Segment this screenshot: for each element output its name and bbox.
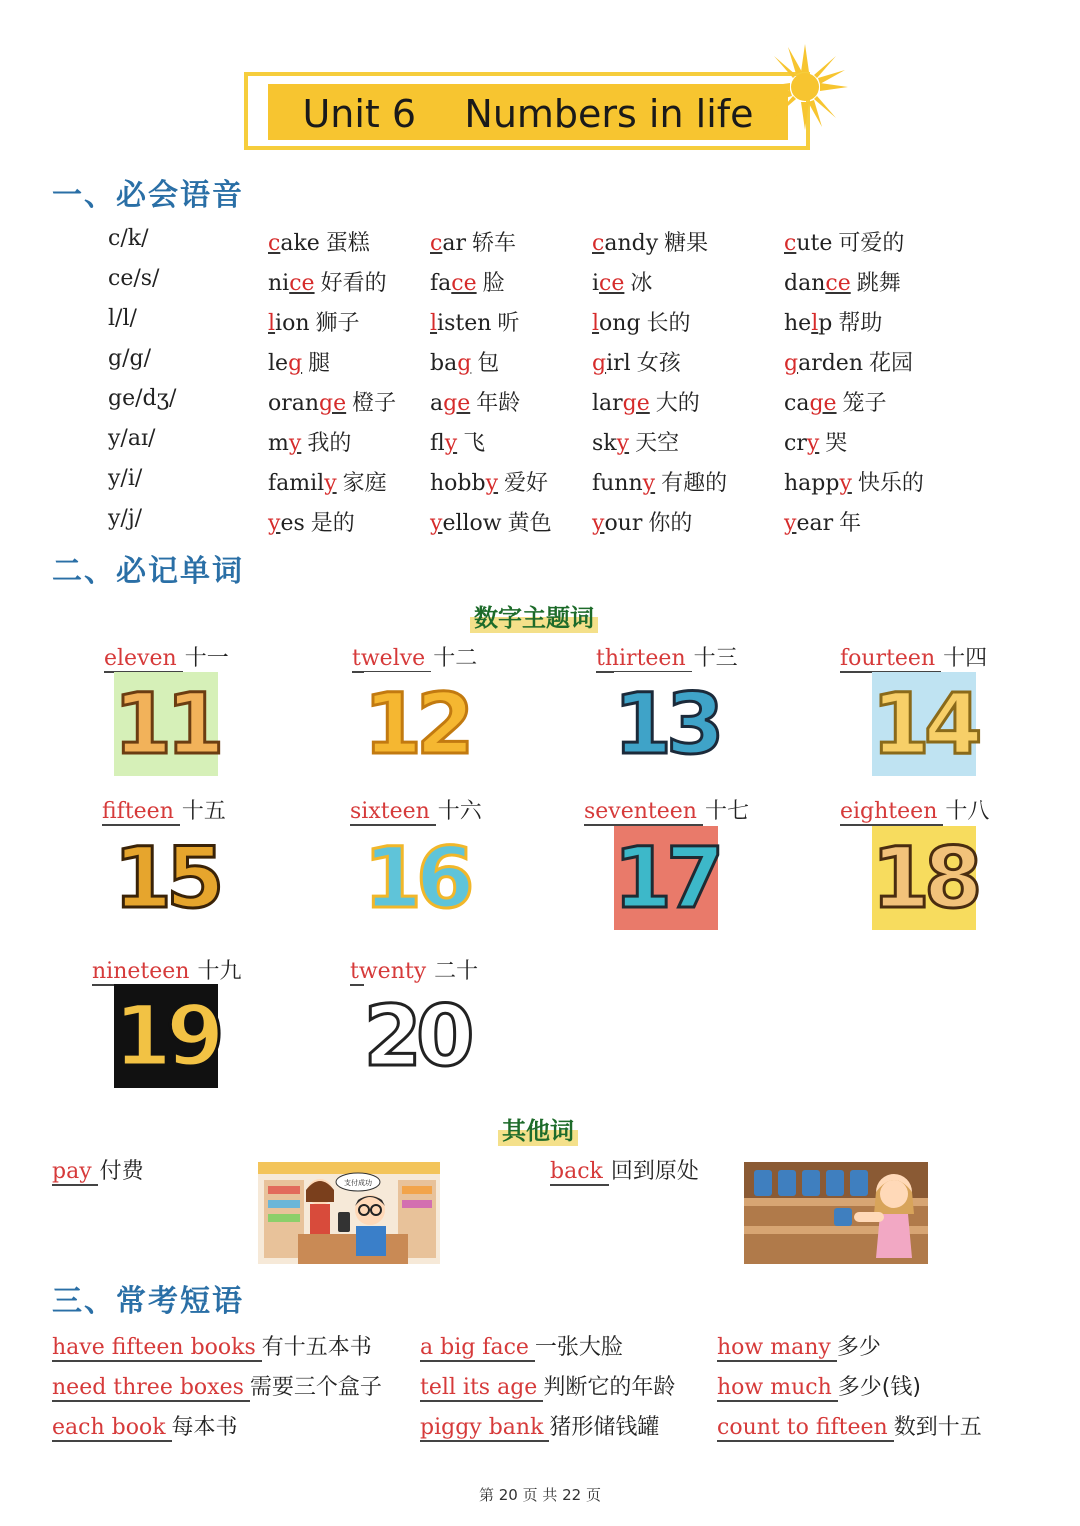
word-meaning: 花园 xyxy=(869,351,914,376)
phonics-sound: c/k/ xyxy=(108,226,149,251)
phonics-row xyxy=(0,226,1080,266)
number-image-17 xyxy=(614,826,718,930)
other-words-heading: 其他词 xyxy=(498,1111,578,1146)
phrase-chinese: 猪形储钱罐 xyxy=(549,1415,660,1440)
phrase-chinese: 多少(钱) xyxy=(837,1375,921,1400)
phonics-word xyxy=(592,386,700,417)
highlighted-letters: l xyxy=(268,311,276,336)
word-part: lar xyxy=(592,391,623,416)
word-part: ca xyxy=(784,391,810,416)
phonics-word xyxy=(430,346,499,377)
number-word: thirteen xyxy=(596,646,692,673)
phrase-item xyxy=(52,1330,372,1361)
phonics-word xyxy=(784,266,901,297)
phonics-word xyxy=(784,306,882,337)
word-part: ar xyxy=(442,231,466,256)
phrase-chinese: 需要三个盒子 xyxy=(249,1375,382,1400)
number-image-19 xyxy=(114,984,218,1088)
word-meaning: 哭 xyxy=(825,431,848,456)
word-meaning: 有趣的 xyxy=(661,471,728,496)
phonics-word xyxy=(592,306,691,337)
highlighted-letters: g xyxy=(288,351,303,376)
number-word: twenty xyxy=(350,959,432,986)
word-part: a xyxy=(430,391,444,416)
number-image-16 xyxy=(364,826,468,930)
phonics-word xyxy=(268,266,387,297)
word-part: i xyxy=(592,271,600,296)
word-meaning: 帮助 xyxy=(838,311,883,336)
phonics-word xyxy=(430,386,520,417)
phrase-chinese: 一张大脸 xyxy=(534,1335,623,1360)
word-part: our xyxy=(604,511,643,536)
number-meaning: 十一 xyxy=(184,646,229,671)
phonics-word xyxy=(268,346,330,377)
phrase-chinese: 每本书 xyxy=(171,1415,238,1440)
word-meaning: 跳舞 xyxy=(856,271,901,296)
highlighted-letters: y xyxy=(288,431,302,456)
phonics-word xyxy=(268,386,396,417)
word-part: irl xyxy=(606,351,631,376)
word-part: ute xyxy=(796,231,833,256)
word-meaning: 包 xyxy=(477,351,500,376)
number-meaning: 十七 xyxy=(704,799,749,824)
phonics-word xyxy=(430,266,505,297)
phrase-item xyxy=(420,1410,659,1441)
phonics-word xyxy=(784,226,904,257)
pay-illustration xyxy=(258,1162,440,1264)
phrase-english: a big face xyxy=(420,1335,535,1362)
phonics-word xyxy=(430,506,552,537)
word-meaning: 快乐的 xyxy=(857,471,924,496)
phonics-row xyxy=(0,506,1080,546)
phonics-word xyxy=(268,466,387,497)
phonics-sound: ge/dʒ/ xyxy=(108,386,177,411)
highlighted-letters: g xyxy=(592,351,607,376)
phrase-item xyxy=(717,1370,921,1401)
highlighted-letters: y xyxy=(430,511,443,536)
word-meaning: 蛋糕 xyxy=(325,231,370,256)
number-digits: 16 xyxy=(363,829,469,927)
phrase-english: count to fifteen xyxy=(717,1415,894,1442)
word-part: dan xyxy=(784,271,826,296)
number-digits: 18 xyxy=(871,829,977,927)
highlighted-letters: y xyxy=(839,471,852,496)
number-digits: 20 xyxy=(363,987,469,1085)
word-part: ion xyxy=(275,311,310,336)
phonics-word xyxy=(592,346,681,377)
word-meaning: 大的 xyxy=(655,391,700,416)
number-word: twelve xyxy=(352,646,431,673)
number-image-14 xyxy=(872,672,976,776)
number-words-heading: 数字主题词 xyxy=(470,598,598,633)
highlighted-letters: l xyxy=(811,311,819,336)
phrase-chinese: 判断它的年龄 xyxy=(543,1375,676,1400)
word-part: he xyxy=(784,311,812,336)
number-meaning: 十八 xyxy=(945,799,990,824)
number-digits: 19 xyxy=(113,987,219,1085)
other-word-en: back xyxy=(550,1159,609,1186)
word-part: funn xyxy=(592,471,643,496)
phonics-sound: g/g/ xyxy=(108,346,151,371)
word-meaning: 脸 xyxy=(482,271,505,296)
phonics-word xyxy=(268,226,370,257)
number-meaning: 二十 xyxy=(434,959,479,984)
phrase-english: need three boxes xyxy=(52,1375,250,1402)
number-word: eleven xyxy=(104,646,183,673)
number-image-18 xyxy=(872,826,976,930)
word-part: ellow xyxy=(442,511,502,536)
phonics-word xyxy=(592,506,692,537)
highlighted-letters: c xyxy=(430,231,443,256)
word-part: isten xyxy=(437,311,492,336)
highlighted-letters: y xyxy=(592,511,605,536)
number-label-sixteen xyxy=(350,794,482,825)
other-word-back xyxy=(550,1154,699,1185)
phrase-item xyxy=(717,1330,881,1361)
phonics-word xyxy=(268,306,360,337)
number-digits: 13 xyxy=(613,675,719,773)
phonics-word xyxy=(430,426,485,457)
phonics-word xyxy=(784,386,887,417)
phonics-row xyxy=(0,266,1080,306)
word-part: es xyxy=(280,511,305,536)
highlighted-letters: ge xyxy=(622,391,650,416)
number-meaning: 十二 xyxy=(433,646,478,671)
highlighted-letters: y xyxy=(616,431,630,456)
number-label-thirteen xyxy=(596,641,738,672)
phrase-item xyxy=(420,1370,675,1401)
number-digits: 11 xyxy=(113,675,219,773)
phrase-english: how many xyxy=(717,1335,837,1362)
highlighted-letters: ge xyxy=(319,391,347,416)
phonics-word xyxy=(592,226,708,257)
phrase-item xyxy=(717,1410,982,1441)
word-meaning: 好看的 xyxy=(320,271,387,296)
phrase-item xyxy=(52,1410,238,1441)
number-label-seventeen xyxy=(584,794,749,825)
phrase-english: tell its age xyxy=(420,1375,543,1402)
highlighted-letters: ce xyxy=(451,271,477,296)
page-footer: 第 20 页 共 22 页 xyxy=(478,1486,601,1504)
word-meaning: 可爱的 xyxy=(838,231,905,256)
highlighted-letters: g xyxy=(457,351,472,376)
number-label-fifteen xyxy=(102,794,226,825)
word-part: famil xyxy=(268,471,325,496)
phonics-sound: l/l/ xyxy=(108,306,137,331)
number-digits: 14 xyxy=(871,675,977,773)
phonics-word xyxy=(430,306,519,337)
number-digits: 12 xyxy=(363,675,469,773)
phrase-chinese: 有十五本书 xyxy=(261,1335,372,1360)
other-word-pay xyxy=(52,1154,144,1185)
number-image-15 xyxy=(114,826,218,930)
word-part: fl xyxy=(430,431,445,456)
word-meaning: 黄色 xyxy=(507,511,552,536)
phonics-word xyxy=(592,426,679,457)
number-meaning: 十三 xyxy=(693,646,738,671)
number-image-12 xyxy=(364,672,468,776)
word-part: arden xyxy=(798,351,863,376)
phonics-word xyxy=(268,506,355,537)
phonics-sound: y/i/ xyxy=(108,466,143,491)
word-part: le xyxy=(268,351,289,376)
number-image-13 xyxy=(614,672,718,776)
word-meaning: 糖果 xyxy=(664,231,709,256)
phrase-english: have fifteen books xyxy=(52,1335,262,1362)
word-meaning: 天空 xyxy=(635,431,680,456)
word-part: cr xyxy=(784,431,807,456)
other-word-en: pay xyxy=(52,1159,98,1186)
word-part: andy xyxy=(604,231,659,256)
number-meaning: 十六 xyxy=(437,799,482,824)
highlighted-letters: l xyxy=(592,311,600,336)
number-word: fourteen xyxy=(840,646,941,673)
word-part: ear xyxy=(796,511,834,536)
highlighted-letters: c xyxy=(592,231,605,256)
highlighted-letters: ce xyxy=(289,271,315,296)
phrase-item xyxy=(52,1370,382,1401)
phonics-sound: y/j/ xyxy=(108,506,143,531)
number-label-eighteen xyxy=(840,794,989,825)
word-part: ong xyxy=(599,311,641,336)
word-meaning: 轿车 xyxy=(471,231,516,256)
word-meaning: 笼子 xyxy=(842,391,887,416)
phonics-row xyxy=(0,346,1080,386)
section-heading-phonics: 一、必会语音 xyxy=(52,178,244,213)
phonics-row xyxy=(0,466,1080,506)
word-meaning: 腿 xyxy=(308,351,331,376)
number-word: seventeen xyxy=(584,799,703,826)
word-meaning: 飞 xyxy=(463,431,486,456)
word-part: m xyxy=(268,431,289,456)
number-meaning: 十四 xyxy=(943,646,988,671)
page-title: Unit 6 Numbers in life xyxy=(302,92,754,136)
word-meaning: 狮子 xyxy=(315,311,360,336)
phrase-english: piggy bank xyxy=(420,1415,549,1442)
phonics-word xyxy=(784,506,861,537)
highlighted-letters: y xyxy=(324,471,337,496)
section-heading-words: 二、必记单词 xyxy=(52,554,244,589)
pay-bubble-text: 支付成功 xyxy=(344,1179,372,1187)
word-part: hobb xyxy=(430,471,486,496)
phonics-word xyxy=(268,426,351,457)
number-label-fourteen xyxy=(840,641,987,672)
word-part: ba xyxy=(430,351,458,376)
word-meaning: 你的 xyxy=(648,511,693,536)
number-digits: 17 xyxy=(613,829,719,927)
number-image-20 xyxy=(364,984,468,1088)
phrase-english: how much xyxy=(717,1375,838,1402)
highlighted-letters: y xyxy=(444,431,458,456)
highlighted-letters: l xyxy=(430,311,438,336)
highlighted-letters: ge xyxy=(809,391,837,416)
phrase-chinese: 多少 xyxy=(836,1335,881,1360)
highlighted-letters: y xyxy=(642,471,656,496)
phonics-word xyxy=(592,266,652,297)
number-word: eighteen xyxy=(840,799,943,826)
word-meaning: 我的 xyxy=(307,431,352,456)
phonics-word xyxy=(784,346,913,377)
number-label-twelve xyxy=(352,641,477,672)
word-part: ni xyxy=(268,271,290,296)
word-part: p xyxy=(818,311,833,336)
phonics-row xyxy=(0,426,1080,466)
highlighted-letters: y xyxy=(485,471,499,496)
phrase-chinese: 数到十五 xyxy=(893,1415,982,1440)
word-meaning: 家庭 xyxy=(342,471,387,496)
number-word: nineteen xyxy=(92,959,195,986)
highlighted-letters: y xyxy=(784,511,797,536)
word-meaning: 年 xyxy=(839,511,862,536)
word-meaning: 冰 xyxy=(630,271,653,296)
number-image-11 xyxy=(114,672,218,776)
number-label-eleven xyxy=(104,641,229,672)
word-part: happ xyxy=(784,471,840,496)
word-meaning: 是的 xyxy=(310,511,355,536)
phrase-english: each book xyxy=(52,1415,172,1442)
highlighted-letters: c xyxy=(268,231,281,256)
phonics-sound: ce/s/ xyxy=(108,266,160,291)
word-part: oran xyxy=(268,391,320,416)
word-part: ake xyxy=(280,231,320,256)
word-part: sk xyxy=(592,431,617,456)
word-meaning: 年龄 xyxy=(476,391,521,416)
highlighted-letters: y xyxy=(268,511,281,536)
word-meaning: 女孩 xyxy=(636,351,681,376)
highlighted-letters: ce xyxy=(599,271,625,296)
section-heading-phrases: 三、常考短语 xyxy=(52,1284,244,1319)
phonics-word xyxy=(430,466,548,497)
highlighted-letters: y xyxy=(806,431,820,456)
phonics-word xyxy=(784,466,924,497)
highlighted-letters: c xyxy=(784,231,797,256)
number-digits: 15 xyxy=(113,829,219,927)
word-meaning: 爱好 xyxy=(504,471,549,496)
highlighted-letters: ge xyxy=(443,391,471,416)
highlighted-letters: g xyxy=(784,351,799,376)
other-word-cn: 付费 xyxy=(99,1159,144,1184)
highlighted-letters: ce xyxy=(825,271,851,296)
number-meaning: 十五 xyxy=(181,799,226,824)
number-label-twenty xyxy=(350,954,478,985)
phonics-sound: y/aɪ/ xyxy=(108,426,156,451)
word-meaning: 橙子 xyxy=(352,391,397,416)
back-illustration xyxy=(744,1162,928,1264)
number-label-nineteen xyxy=(92,954,241,985)
phrase-item xyxy=(420,1330,623,1361)
phonics-word xyxy=(430,226,516,257)
number-word: fifteen xyxy=(102,799,180,826)
word-meaning: 长的 xyxy=(646,311,691,336)
phonics-word xyxy=(784,426,847,457)
phonics-row xyxy=(0,386,1080,426)
other-word-cn: 回到原处 xyxy=(610,1159,699,1184)
word-part: fa xyxy=(430,271,452,296)
phonics-row xyxy=(0,306,1080,346)
number-meaning: 十九 xyxy=(197,959,242,984)
phonics-word xyxy=(592,466,727,497)
word-meaning: 听 xyxy=(497,311,520,336)
number-word: sixteen xyxy=(350,799,436,826)
